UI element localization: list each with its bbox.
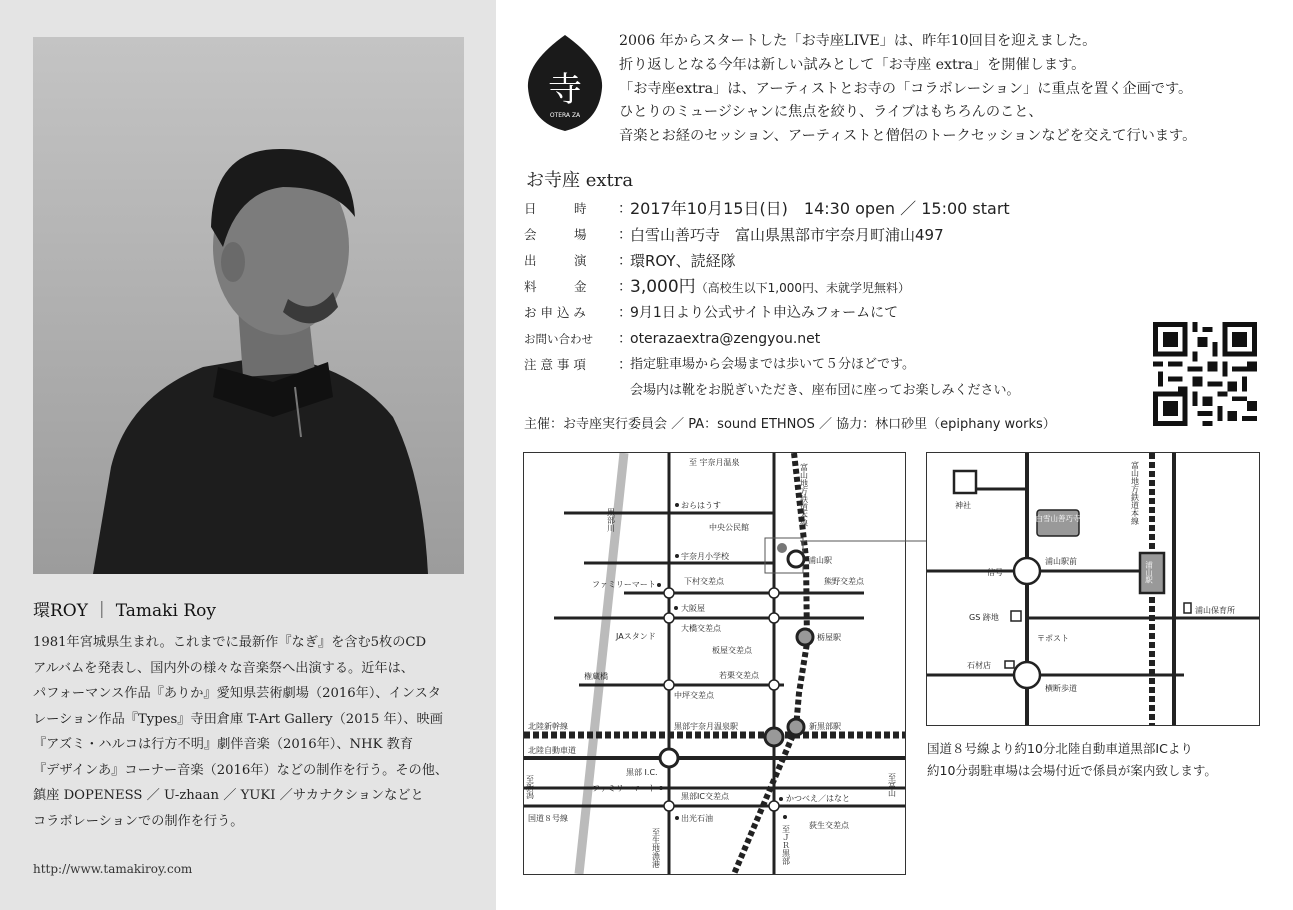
- artist-photo-illustration: [33, 37, 464, 574]
- area-map: [523, 452, 906, 875]
- map-label: 富山地方鉄道本線: [799, 463, 809, 527]
- artist-name: 環ROY ｜ Tamaki Roy: [33, 601, 216, 621]
- detail-label: 料 金: [524, 279, 587, 294]
- map-label: 黒部IC交差点: [681, 792, 729, 801]
- map-label: 至富山: [887, 773, 897, 797]
- map-label: 横断歩道: [1045, 684, 1077, 693]
- artist-website-link[interactable]: http://www.tamakiroy.com: [33, 862, 193, 876]
- map-label: 信号: [987, 568, 1003, 577]
- artist-bio: [33, 630, 473, 834]
- access-info: [927, 738, 1217, 782]
- map-label: 宇奈月小学校: [681, 552, 729, 561]
- detail-label: お 申 込 み: [524, 305, 586, 320]
- map-label: 権蔵橋: [584, 672, 608, 681]
- map-label: 白雪山善巧寺: [1035, 514, 1081, 523]
- map-label: 至ＪＲ黒部: [781, 825, 791, 865]
- access-line: 国道８号線より約10分北陸自動車道黒部ICより: [927, 741, 1193, 756]
- map-label: 黒部川: [606, 508, 616, 532]
- map-label: 富山地方鉄道本線: [1130, 461, 1140, 525]
- detail-label: 日 時: [524, 201, 587, 216]
- bio-line: 1981年宮城県生まれ。これまでに最新作『なぎ』を含む5枚のCD: [33, 635, 427, 650]
- bio-line: 鎮座 DOPENESS ／ U-zhaan ／ YUKI ／サカナクションなどと: [33, 788, 424, 803]
- logo-sub: OTERA ZA: [549, 112, 581, 119]
- map-label: 黒部宇奈月温泉駅: [674, 722, 738, 731]
- area-map-graphic: [524, 453, 905, 874]
- map-label: 北陸自動車道: [528, 746, 576, 755]
- map-label: 熊野交差点: [824, 577, 864, 586]
- detail-label: 会 場: [524, 227, 587, 242]
- map-label: GS 跡地: [969, 613, 999, 622]
- map-label: 至 宇奈月温泉: [689, 458, 740, 467]
- detail-value: 3,000円: [630, 277, 696, 297]
- intro-line: ひとりのミュージシャンに焦点を絞り、ライブはもちろんのこと、: [619, 104, 1043, 121]
- intro-line: 「お寺座extra」は、アーティストとお寺の「コラボレーション」に重点を置く企画です。: [619, 80, 1193, 97]
- map-label: 新黒部駅: [809, 722, 841, 731]
- map-label: 中坪交差点: [674, 691, 714, 700]
- map-label: 大橋交差点: [681, 624, 721, 633]
- qr-code-icon[interactable]: [1153, 322, 1257, 426]
- map-label: 黒部 I.C.: [626, 768, 658, 777]
- logo-mark: 寺: [548, 70, 582, 110]
- bio-line: 『デザインあ』コーナー音楽（2016年）などの制作を行う。その他、: [33, 762, 449, 778]
- intro-line: 音楽とお経のセッション、アーティストと僧侶のトークセッションなどを交えて行います。: [619, 128, 1197, 145]
- map-label: 石材店: [967, 661, 991, 670]
- map-label: 浦山駅前: [1045, 557, 1077, 566]
- detail-value: 9月1日より公式サイト申込みフォームにて: [630, 305, 899, 321]
- map-label: 至新潟: [525, 775, 535, 799]
- intro-line: 2006 年からスタートした「お寺座LIVE」は、昨年10回目を迎えました。: [619, 33, 1097, 49]
- event-title: お寺座 extra: [526, 170, 634, 191]
- detail-value: 指定駐車場から会場までは歩いて５分ほどです。: [630, 357, 915, 372]
- bio-line: 『アズミ・ハルコは行方不明』劇伴音楽（2016年）、NHK 教育: [33, 737, 414, 752]
- map-label: 大阪屋: [681, 604, 705, 613]
- intro-text: [619, 30, 1196, 149]
- oteraza-logo: [524, 33, 606, 133]
- map-connector: [800, 538, 930, 544]
- access-line: 約10分弱駐車場は会場付近で係員が案内致します。: [927, 763, 1217, 778]
- map-label: 栃屋駅: [817, 633, 841, 642]
- map-label: ファミリーマート: [592, 580, 656, 589]
- bio-line: パフォーマンス作品『ありか』愛知県芸術劇場（2016年）、インスタ: [33, 686, 441, 701]
- detail-value: 会場内は靴をお脱ぎいただき、座布団に座ってお楽しみください。: [630, 383, 1020, 398]
- detail-value: 白雪山善巧寺 富山県黒部市宇奈月町浦山497: [630, 226, 944, 244]
- detail-label: 出 演: [524, 253, 587, 268]
- map-label: 若栗交差点: [719, 671, 759, 680]
- map-label: 浦山駅: [1144, 561, 1154, 584]
- detail-label: お問い合わせ: [524, 332, 593, 346]
- detail-map-graphic: [927, 453, 1259, 725]
- map-label: 国道８号線: [528, 814, 568, 823]
- detail-map: [926, 452, 1260, 726]
- map-label: おらはうす: [681, 501, 721, 510]
- event-credits: 主催：お寺座実行委員会 ／ PA：sound ETHNOS ／ 協力：林口砂里（epiphany works）: [524, 417, 1056, 432]
- detail-label: 注 意 事 項: [524, 357, 586, 372]
- map-label: ファミリーマート: [592, 784, 656, 793]
- artist-panel: [0, 0, 496, 910]
- map-label: 出光石油: [681, 814, 713, 823]
- map-label: JAスタンド: [616, 632, 656, 641]
- contact-email-link[interactable]: oterazaextra@zengyou.net: [630, 331, 821, 347]
- bio-line: レーション作品『Types』寺田倉庫 T-Art Gallery（2015 年）、映画: [33, 711, 443, 727]
- bio-line: アルバムを発表し、国内外の様々な音楽祭へ出演する。近年は、: [33, 660, 414, 676]
- map-label: 浦山保育所: [1195, 606, 1235, 615]
- price-note: （高校生以下1,000円、未就学児無料）: [695, 281, 911, 295]
- map-label: 下村交差点: [684, 577, 724, 586]
- map-label: 北陸新幹線: [528, 722, 568, 731]
- detail-value: 2017年10月15日(日) 14:30 open ／ 15:00 start: [630, 199, 1010, 218]
- map-label: かつべえ／はなと: [786, 794, 850, 803]
- map-label: 板屋交差点: [712, 646, 752, 655]
- map-label: 至生地漁港: [651, 828, 661, 868]
- bio-line: コラボレーションでの制作を行う。: [33, 813, 244, 829]
- map-label: 中央公民館: [709, 523, 749, 532]
- intro-line: 折り返しとなる今年は新しい試みとして「お寺座 extra」を開催します。: [619, 56, 1086, 73]
- map-label: 〒ポスト: [1037, 634, 1069, 643]
- detail-value: 環ROY、読経隊: [630, 252, 736, 270]
- map-label: 荻生交差点: [809, 821, 849, 830]
- map-label: 神社: [955, 501, 971, 510]
- artist-photo: [33, 37, 464, 574]
- map-label: 浦山駅: [808, 556, 832, 565]
